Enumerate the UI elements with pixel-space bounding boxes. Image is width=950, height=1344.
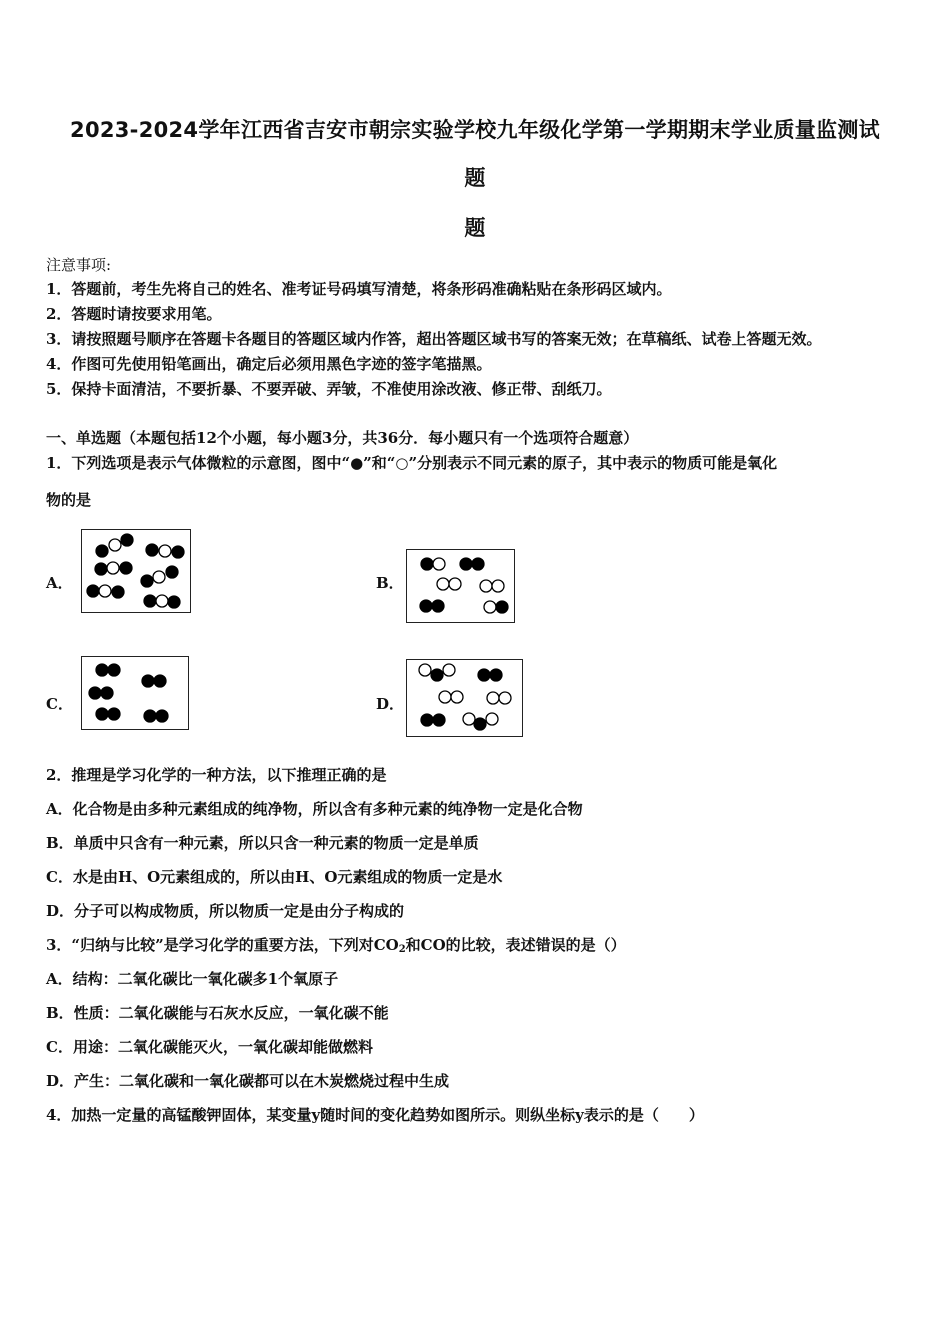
q1-option-c-label: C．	[46, 695, 73, 713]
q4-stem: 4．加热一定量的高锰酸钾固体，某变量y随时间的变化趋势如图所示。则纵坐标y表示的是（ ）	[46, 1106, 704, 1124]
notice-item-5: 5．保持卡面清洁，不要折暴、不要弄破、弄皱，不准使用涂改液、修正带、刮纸刀。	[46, 380, 612, 398]
q1-option-b-label: B．	[376, 574, 404, 592]
q3-option-d: D．产生：二氧化碳和一氧化碳都可以在木炭燃烧过程中生成	[46, 1072, 450, 1090]
section-heading: 一、单选题（本题包括12个小题，每小题3分，共36分．每小题只有一个选项符合题意）	[46, 429, 639, 447]
q3-option-c: C．用途：二氧化碳能灭火，一氧化碳却能做燃料	[46, 1038, 373, 1056]
q1-option-a-diagram	[81, 529, 191, 613]
q3-stem-pre: 3．“归纳与比较”是学习化学的重要方法，下列对CO	[46, 936, 399, 954]
q2-option-a: A．化合物是由多种元素组成的纯净物，所以含有多种元素的纯净物一定是化合物	[46, 800, 583, 818]
q3-option-b: B．性质：二氧化碳能与石灰水反应，一氧化碳不能	[46, 1004, 389, 1022]
q1-stem: 1．下列选项是表示气体微粒的示意图，图中“●”和“○”分别表示不同元素的原子，其中表示的物质可能是氧化	[46, 454, 778, 472]
notice-item-4: 4．作图可先使用铅笔画出，确定后必须用黑色字迹的签字笔描黑。	[46, 355, 492, 373]
q2-option-b: B．单质中只含有一种元素，所以只含一种元素的物质一定是单质	[46, 834, 479, 852]
molecule-diagram-c	[82, 657, 190, 731]
notice-item-3: 3．请按照题号顺序在答题卡各题目的答题区域内作答，超出答题区域书写的答案无效；在草稿纸、试卷上答题无效。	[46, 330, 822, 348]
q1-option-d-label: D．	[376, 695, 405, 713]
exam-title-repeat: 题	[464, 216, 486, 240]
molecule-diagram-d	[407, 660, 524, 738]
q3-option-a: A．结构：二氧化碳比一氧化碳多1个氧原子	[46, 970, 339, 988]
notice-item-2: 2．答题时请按要求用笔。	[46, 305, 222, 323]
q1-option-c-diagram	[81, 656, 189, 730]
q1-option-a-label: A．	[46, 574, 73, 592]
notice-item-1: 1．答题前，考生先将自己的姓名、准考证号码填写清楚，将条形码准确粘贴在条形码区域内。	[46, 280, 672, 298]
exam-title: 2023-2024学年江西省吉安市朝宗实验学校九年级化学第一学期期末学业质量监测试	[70, 118, 880, 142]
q3-stem	[46, 934, 626, 955]
q2-option-c: C．水是由H、O元素组成的，所以由H、O元素组成的物质一定是水	[46, 868, 503, 886]
q1-option-d-diagram	[406, 659, 523, 737]
molecule-diagram-a	[82, 530, 192, 614]
q1-stem-continued: 物的是	[46, 491, 92, 509]
q3-stem-subscript: 2	[398, 944, 406, 955]
q2-option-d: D．分子可以构成物质，所以物质一定是由分子构成的	[46, 902, 405, 920]
exam-title-continued: 题	[464, 166, 486, 190]
molecule-diagram-b	[407, 550, 516, 624]
q3-stem-post: 和CO的比较，表述错误的是（）	[405, 936, 626, 954]
notice-heading: 注意事项:	[46, 256, 112, 274]
q2-stem: 2．推理是学习化学的一种方法，以下推理正确的是	[46, 766, 387, 784]
q1-option-b-diagram	[406, 549, 515, 623]
